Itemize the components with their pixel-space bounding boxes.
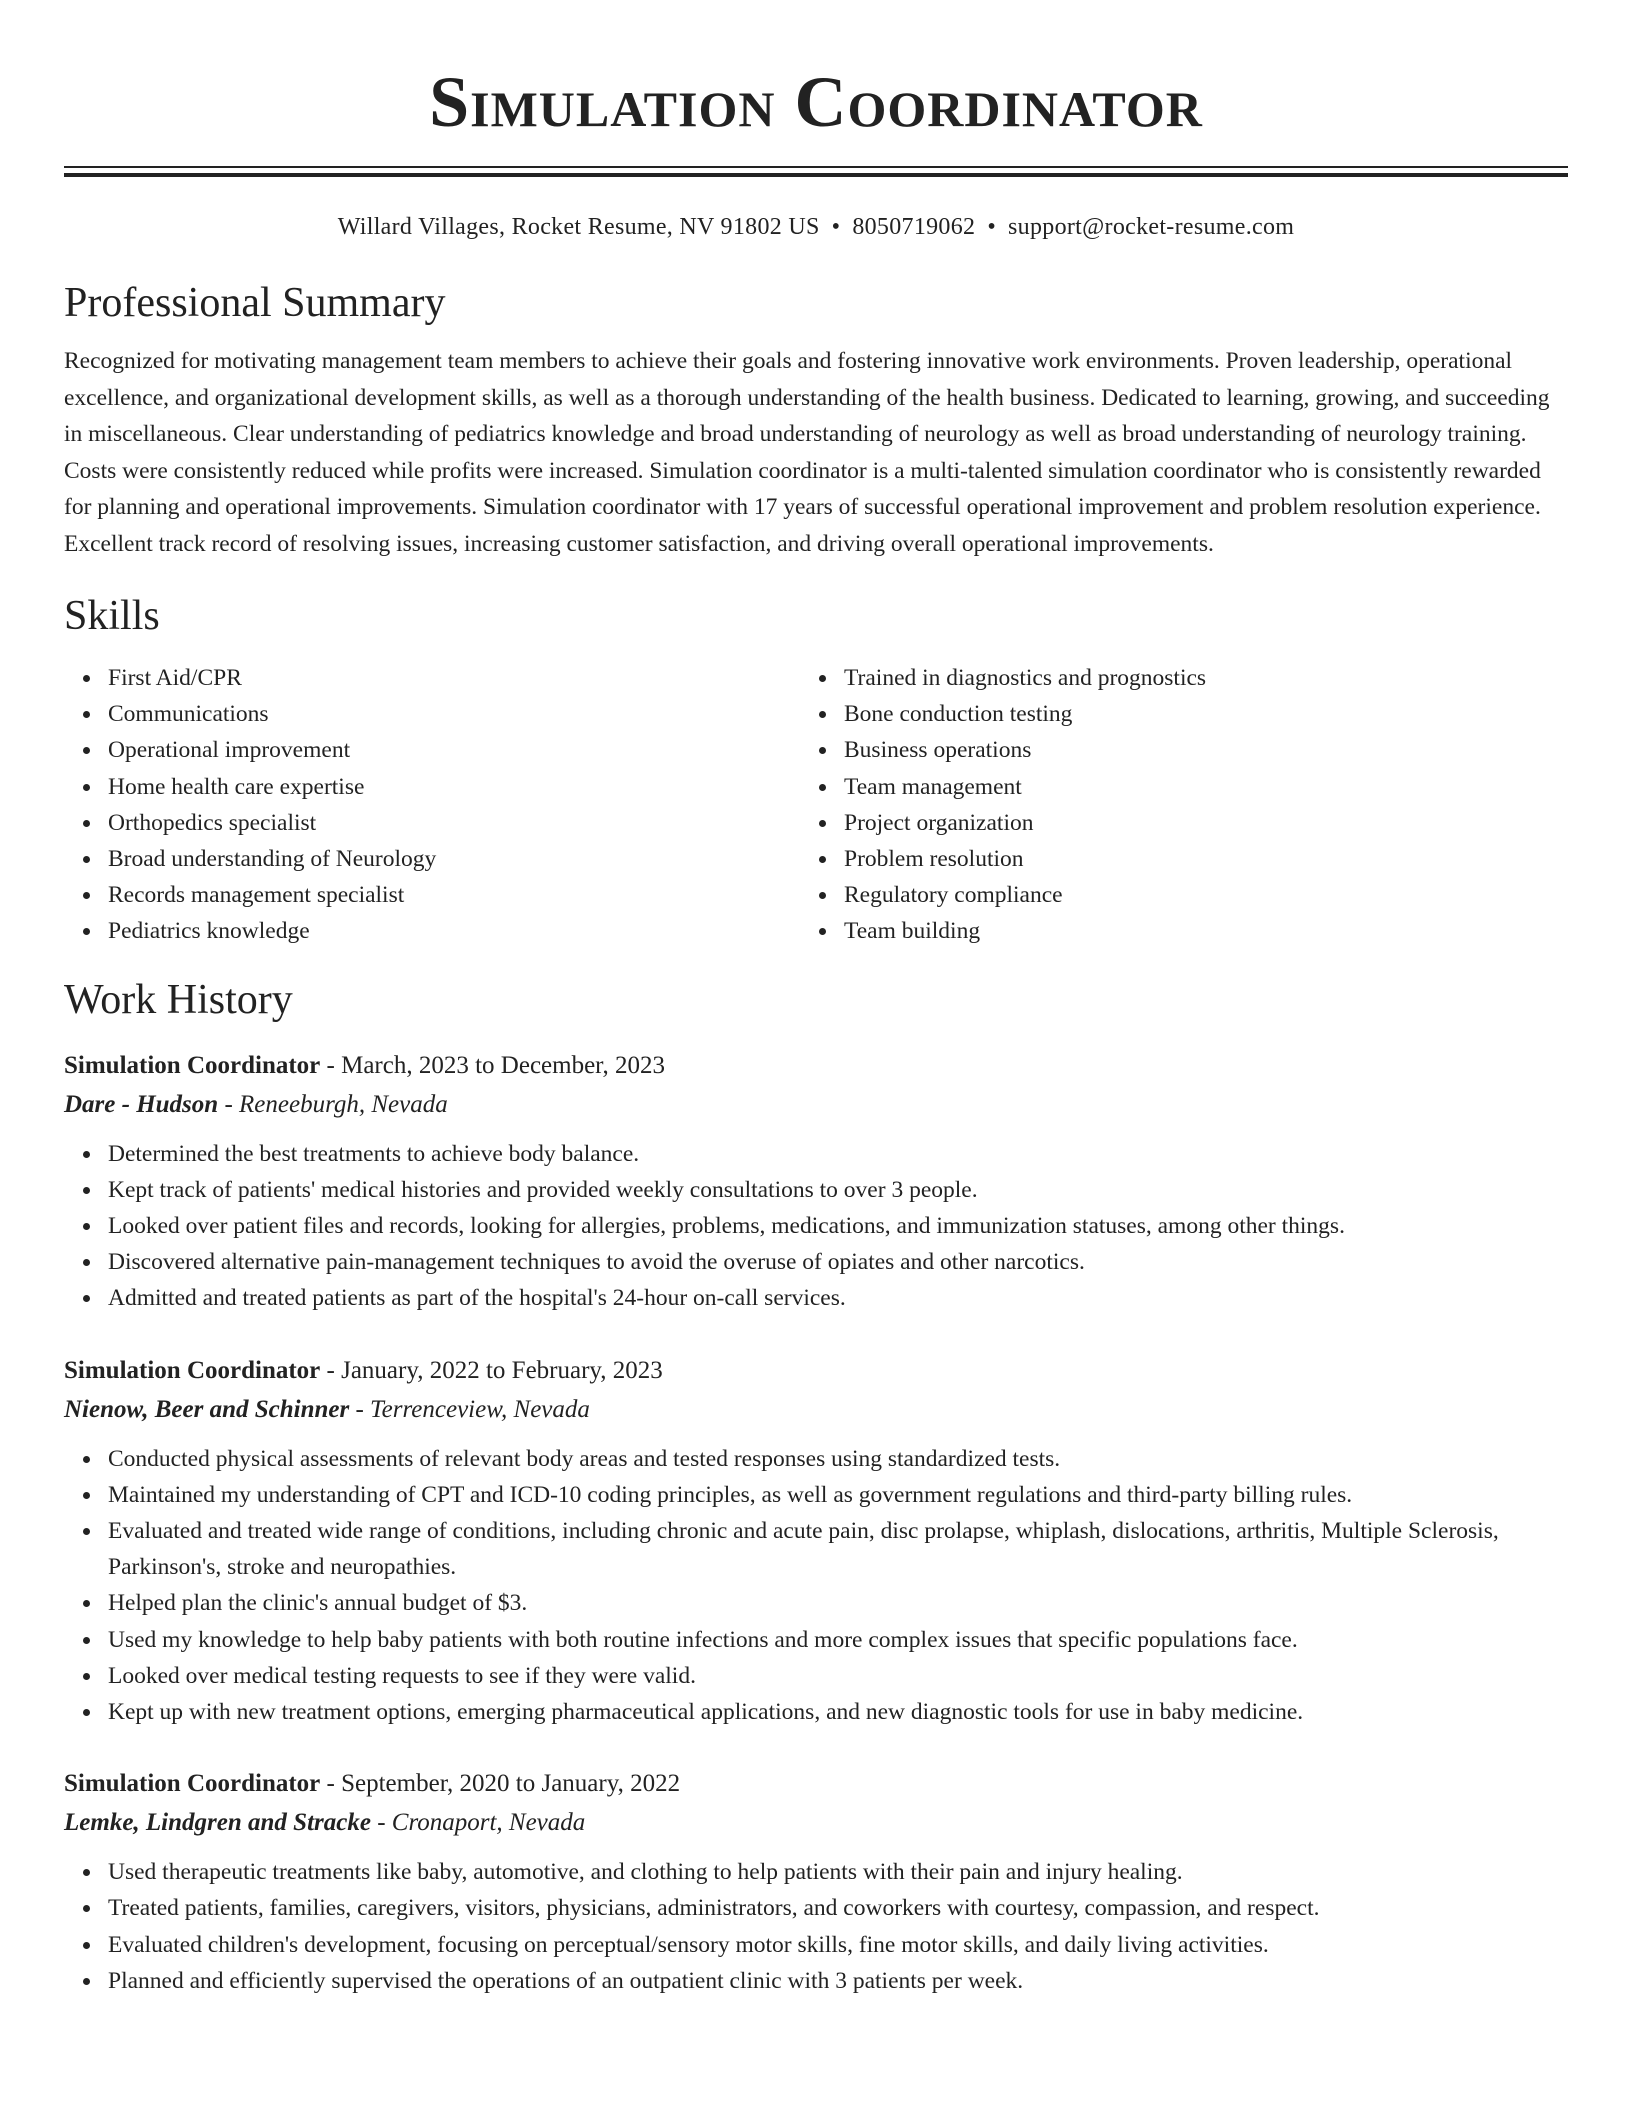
skill-item: Bone conduction testing	[844, 696, 1484, 732]
skill-item: Business operations	[844, 732, 1484, 768]
job-title: Simulation Coordinator	[64, 1356, 321, 1384]
header-double-rule	[64, 166, 1568, 177]
job-bullet: Evaluated and treated wide range of conditions, including chronic and acute pain, disc prolapse, whiplash, dislocations, arthritis, Multiple Sclerosis, Parkinson's, stroke and neuropathies.	[108, 1513, 1568, 1585]
company-location: - Terrenceview, Nevada	[349, 1395, 590, 1423]
company-location: - Cronaport, Nevada	[370, 1809, 586, 1837]
summary-heading: Professional Summary	[64, 280, 446, 326]
resume-name: Simulation Coordinator	[429, 62, 1203, 142]
job-bullet: Determined the best treatments to achieve body balance.	[108, 1136, 1568, 1172]
skill-item: Trained in diagnostics and prognostics	[844, 660, 1484, 696]
skill-item: Team management	[844, 769, 1484, 805]
job-bullet: Treated patients, families, caregivers, visitors, physicians, administrators, and coworkers with courtesy, compassion, and respect.	[108, 1890, 1568, 1926]
job-bullets	[64, 1136, 1568, 1317]
skill-item: Records management specialist	[108, 877, 808, 913]
job-bullet: Planned and efficiently supervised the operations of an outpatient clinic with 3 patients per week.	[108, 1963, 1568, 1999]
job-title: Simulation Coordinator	[64, 1051, 321, 1079]
skills-column-left	[64, 660, 808, 950]
contact-address: Willard Villages, Rocket Resume, NV 91802 US	[337, 214, 820, 240]
company-name: Dare - Hudson	[64, 1090, 219, 1118]
job-dates: - January, 2022 to February, 2023	[320, 1356, 663, 1384]
contact-phone: 8050719062	[852, 214, 976, 240]
job-title-line	[64, 1351, 1568, 1390]
job-bullet: Used therapeutic treatments like baby, automotive, and clothing to help patients with their pain and injury healing.	[108, 1854, 1568, 1890]
skill-item: Home health care expertise	[108, 769, 808, 805]
contact-separator: •	[831, 214, 841, 240]
contact-line	[64, 211, 1568, 243]
skills-list	[64, 660, 1568, 950]
skill-item: Broad understanding of Neurology	[108, 841, 808, 877]
company-line	[64, 1390, 1568, 1429]
job-bullet: Discovered alternative pain-management techniques to avoid the overuse of opiates and other narcotics.	[108, 1244, 1568, 1280]
job-entry	[64, 1046, 1568, 1317]
job-bullet: Looked over medical testing requests to see if they were valid.	[108, 1658, 1568, 1694]
skill-item: Team building	[844, 913, 1484, 949]
company-line	[64, 1803, 1568, 1842]
job-bullet: Looked over patient files and records, looking for allergies, problems, medications, and immunization statuses, among other things.	[108, 1208, 1568, 1244]
job-bullets	[64, 1854, 1568, 1999]
job-bullets	[64, 1441, 1568, 1731]
skill-item: Project organization	[844, 805, 1484, 841]
company-name: Lemke, Lindgren and Stracke	[64, 1809, 371, 1837]
company-location: - Reneeburgh, Nevada	[218, 1090, 448, 1118]
skill-item: Problem resolution	[844, 841, 1484, 877]
job-bullet: Kept up with new treatment options, emerging pharmaceutical applications, and new diagnostic tools for use in baby medicine.	[108, 1694, 1568, 1730]
job-bullet: Conducted physical assessments of relevant body areas and tested responses using standardized tests.	[108, 1441, 1568, 1477]
job-bullet: Admitted and treated patients as part of the hospital's 24-hour on-call services.	[108, 1280, 1568, 1316]
job-entry	[64, 1764, 1568, 1999]
job-bullet: Kept track of patients' medical histories and provided weekly consultations to over 3 people.	[108, 1172, 1568, 1208]
job-entry	[64, 1351, 1568, 1731]
job-bullet: Maintained my understanding of CPT and ICD-10 coding principles, as well as government regulations and third-party billing rules.	[108, 1477, 1568, 1513]
contact-separator: •	[987, 214, 997, 240]
summary-text: Recognized for motivating management team members to achieve their goals and fostering innovative work environments. Proven leadership, operational excellence, and organizational development skills, as well as a thorough understanding of the health business. Dedicated to learning, growing, and succeeding in miscellaneous. Clear understanding of pediatrics knowledge and broad understanding of neurology as well as broad understanding of neurology training. Costs were consistently reduced while profits were increased. Simulation coordinator is a multi-talented simulation coordinator who is consistently rewarded for planning and operational improvements. Simulation coordinator with 17 years of successful operational improvement and problem resolution experience. Excellent track record of resolving issues, increasing customer satisfaction, and driving overall operational improvements.	[64, 348, 1550, 557]
company-name: Nienow, Beer and Schinner	[64, 1395, 350, 1423]
skills-column-right	[808, 660, 1484, 950]
skill-item: First Aid/CPR	[108, 660, 808, 696]
job-title-line	[64, 1046, 1568, 1085]
company-line	[64, 1085, 1568, 1124]
skills-heading: Skills	[64, 593, 160, 639]
skill-item: Communications	[108, 696, 808, 732]
skill-item: Regulatory compliance	[844, 877, 1484, 913]
skill-item: Pediatrics knowledge	[108, 913, 808, 949]
job-bullet: Used my knowledge to help baby patients with both routine infections and more complex issues that specific populations face.	[108, 1622, 1568, 1658]
job-bullet: Evaluated children's development, focusing on perceptual/sensory motor skills, fine motor skills, and daily living activities.	[108, 1927, 1568, 1963]
job-bullet: Helped plan the clinic's annual budget of $3.	[108, 1585, 1568, 1621]
contact-email: support@rocket-resume.com	[1008, 214, 1295, 240]
job-dates: - September, 2020 to January, 2022	[320, 1770, 681, 1798]
job-title-line	[64, 1764, 1568, 1803]
skill-item: Orthopedics specialist	[108, 805, 808, 841]
work-history-heading: Work History	[64, 976, 293, 1023]
job-title: Simulation Coordinator	[64, 1770, 321, 1798]
job-dates: - March, 2023 to December, 2023	[320, 1051, 666, 1079]
skill-item: Operational improvement	[108, 732, 808, 768]
